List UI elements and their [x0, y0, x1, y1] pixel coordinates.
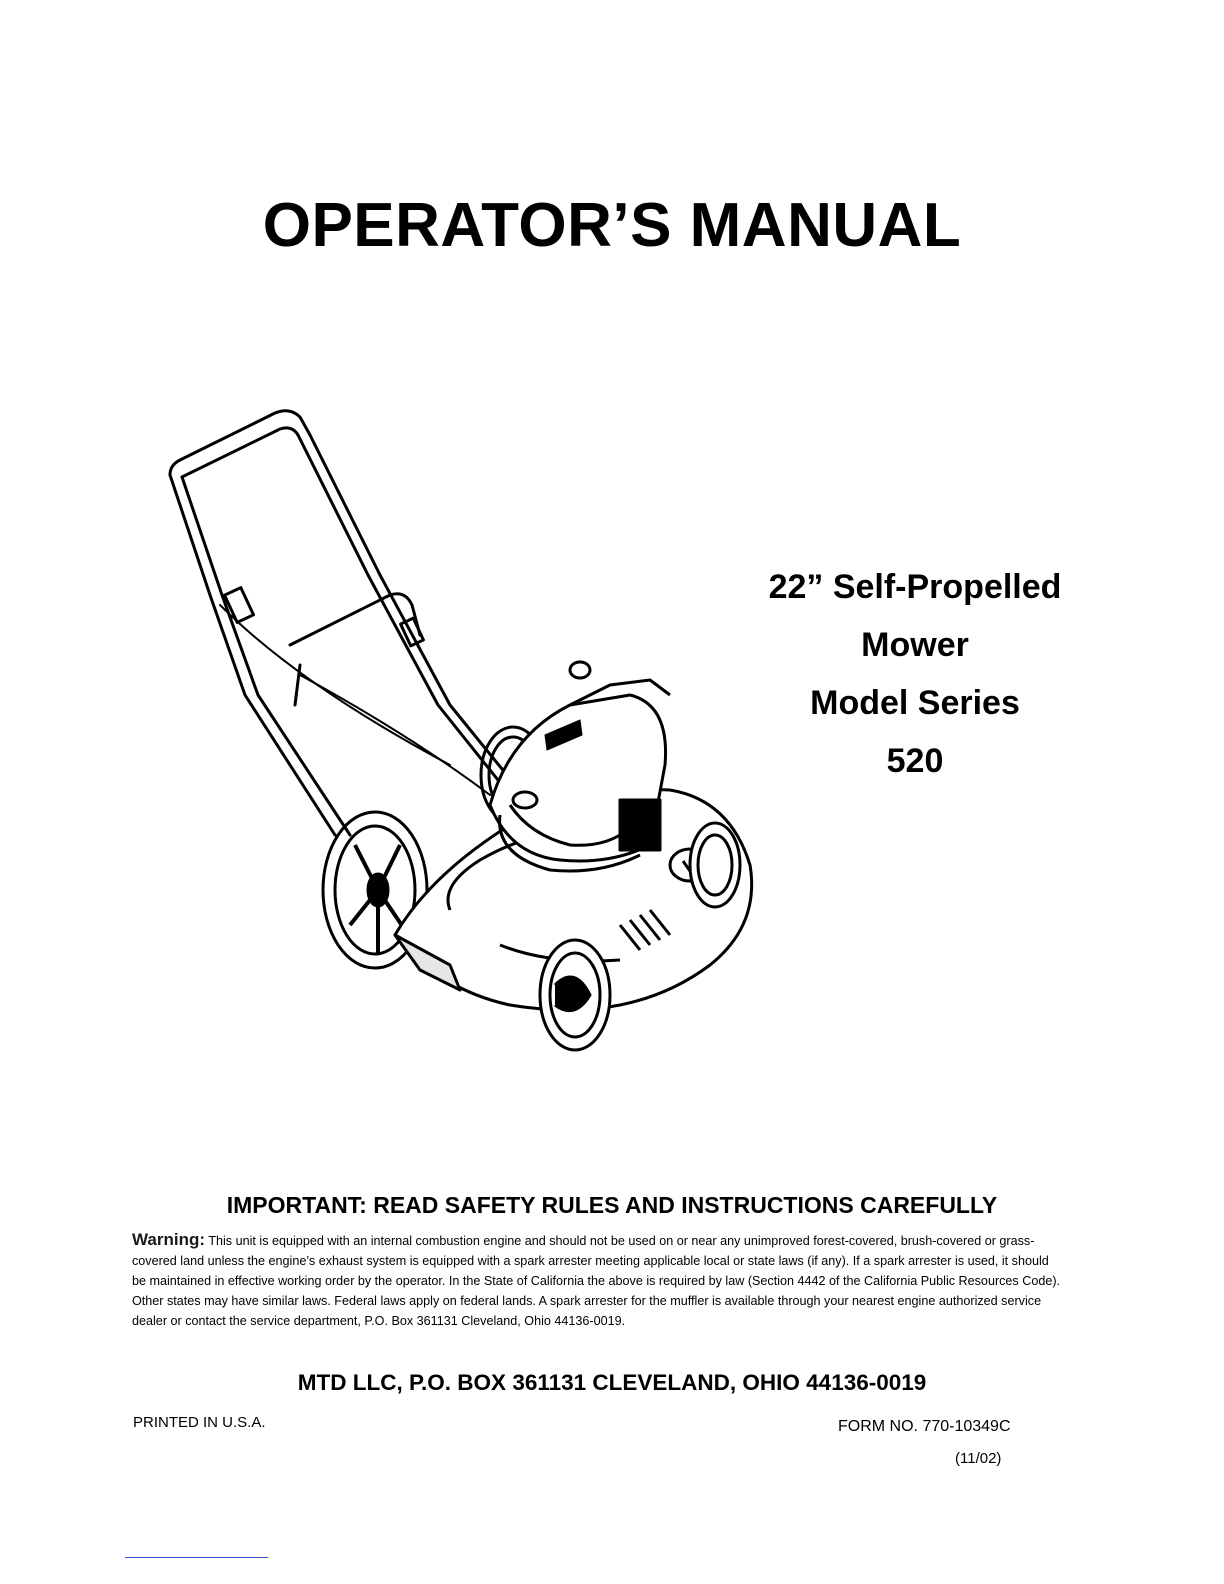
product-type: Mower: [861, 626, 969, 664]
product-description: [720, 558, 1110, 790]
warning-paragraph: [132, 1230, 1062, 1331]
footer-rule: [125, 1557, 268, 1558]
form-number: FORM NO. 770-10349C: [838, 1418, 1011, 1435]
lawn-mower-illustration: [150, 405, 790, 1105]
manual-title: OPERATOR’S MANUAL: [262, 191, 962, 260]
model-series-label: Model Series: [810, 684, 1020, 722]
form-date: (11/02): [955, 1450, 1002, 1467]
model-series-number: 520: [886, 742, 944, 780]
warning-label: Warning:: [132, 1230, 206, 1249]
printed-in: PRINTED IN U.S.A.: [133, 1414, 266, 1431]
product-size-type: 22” Self-Propelled: [768, 568, 1062, 606]
warning-text: This unit is equipped with an internal combustion engine and should not be used on or near any unimproved forest-covered, brush-covered or grass-covered land unless the engine’s exhaust system is equipped with a spark arrester meeting applicable local or state laws (if any). If a spark arrester is used, it should be maintained in effective working order by the operator. In the State of California the above is required by law (Section 4442 of the California Public Resources Code). Other states may have similar laws. Federal laws apply on federal lands. A spark arrester for the muffler is available through your nearest engine authorized service dealer or contact the service department, P.O. Box 361131 Cleveland, Ohio 44136-0019.: [132, 1234, 1061, 1328]
company-address: MTD LLC, P.O. BOX 361131 CLEVELAND, OHIO 44136-0019: [297, 1370, 927, 1395]
important-heading: IMPORTANT: READ SAFETY RULES AND INSTRUCTIONS CAREFULLY: [226, 1192, 998, 1218]
